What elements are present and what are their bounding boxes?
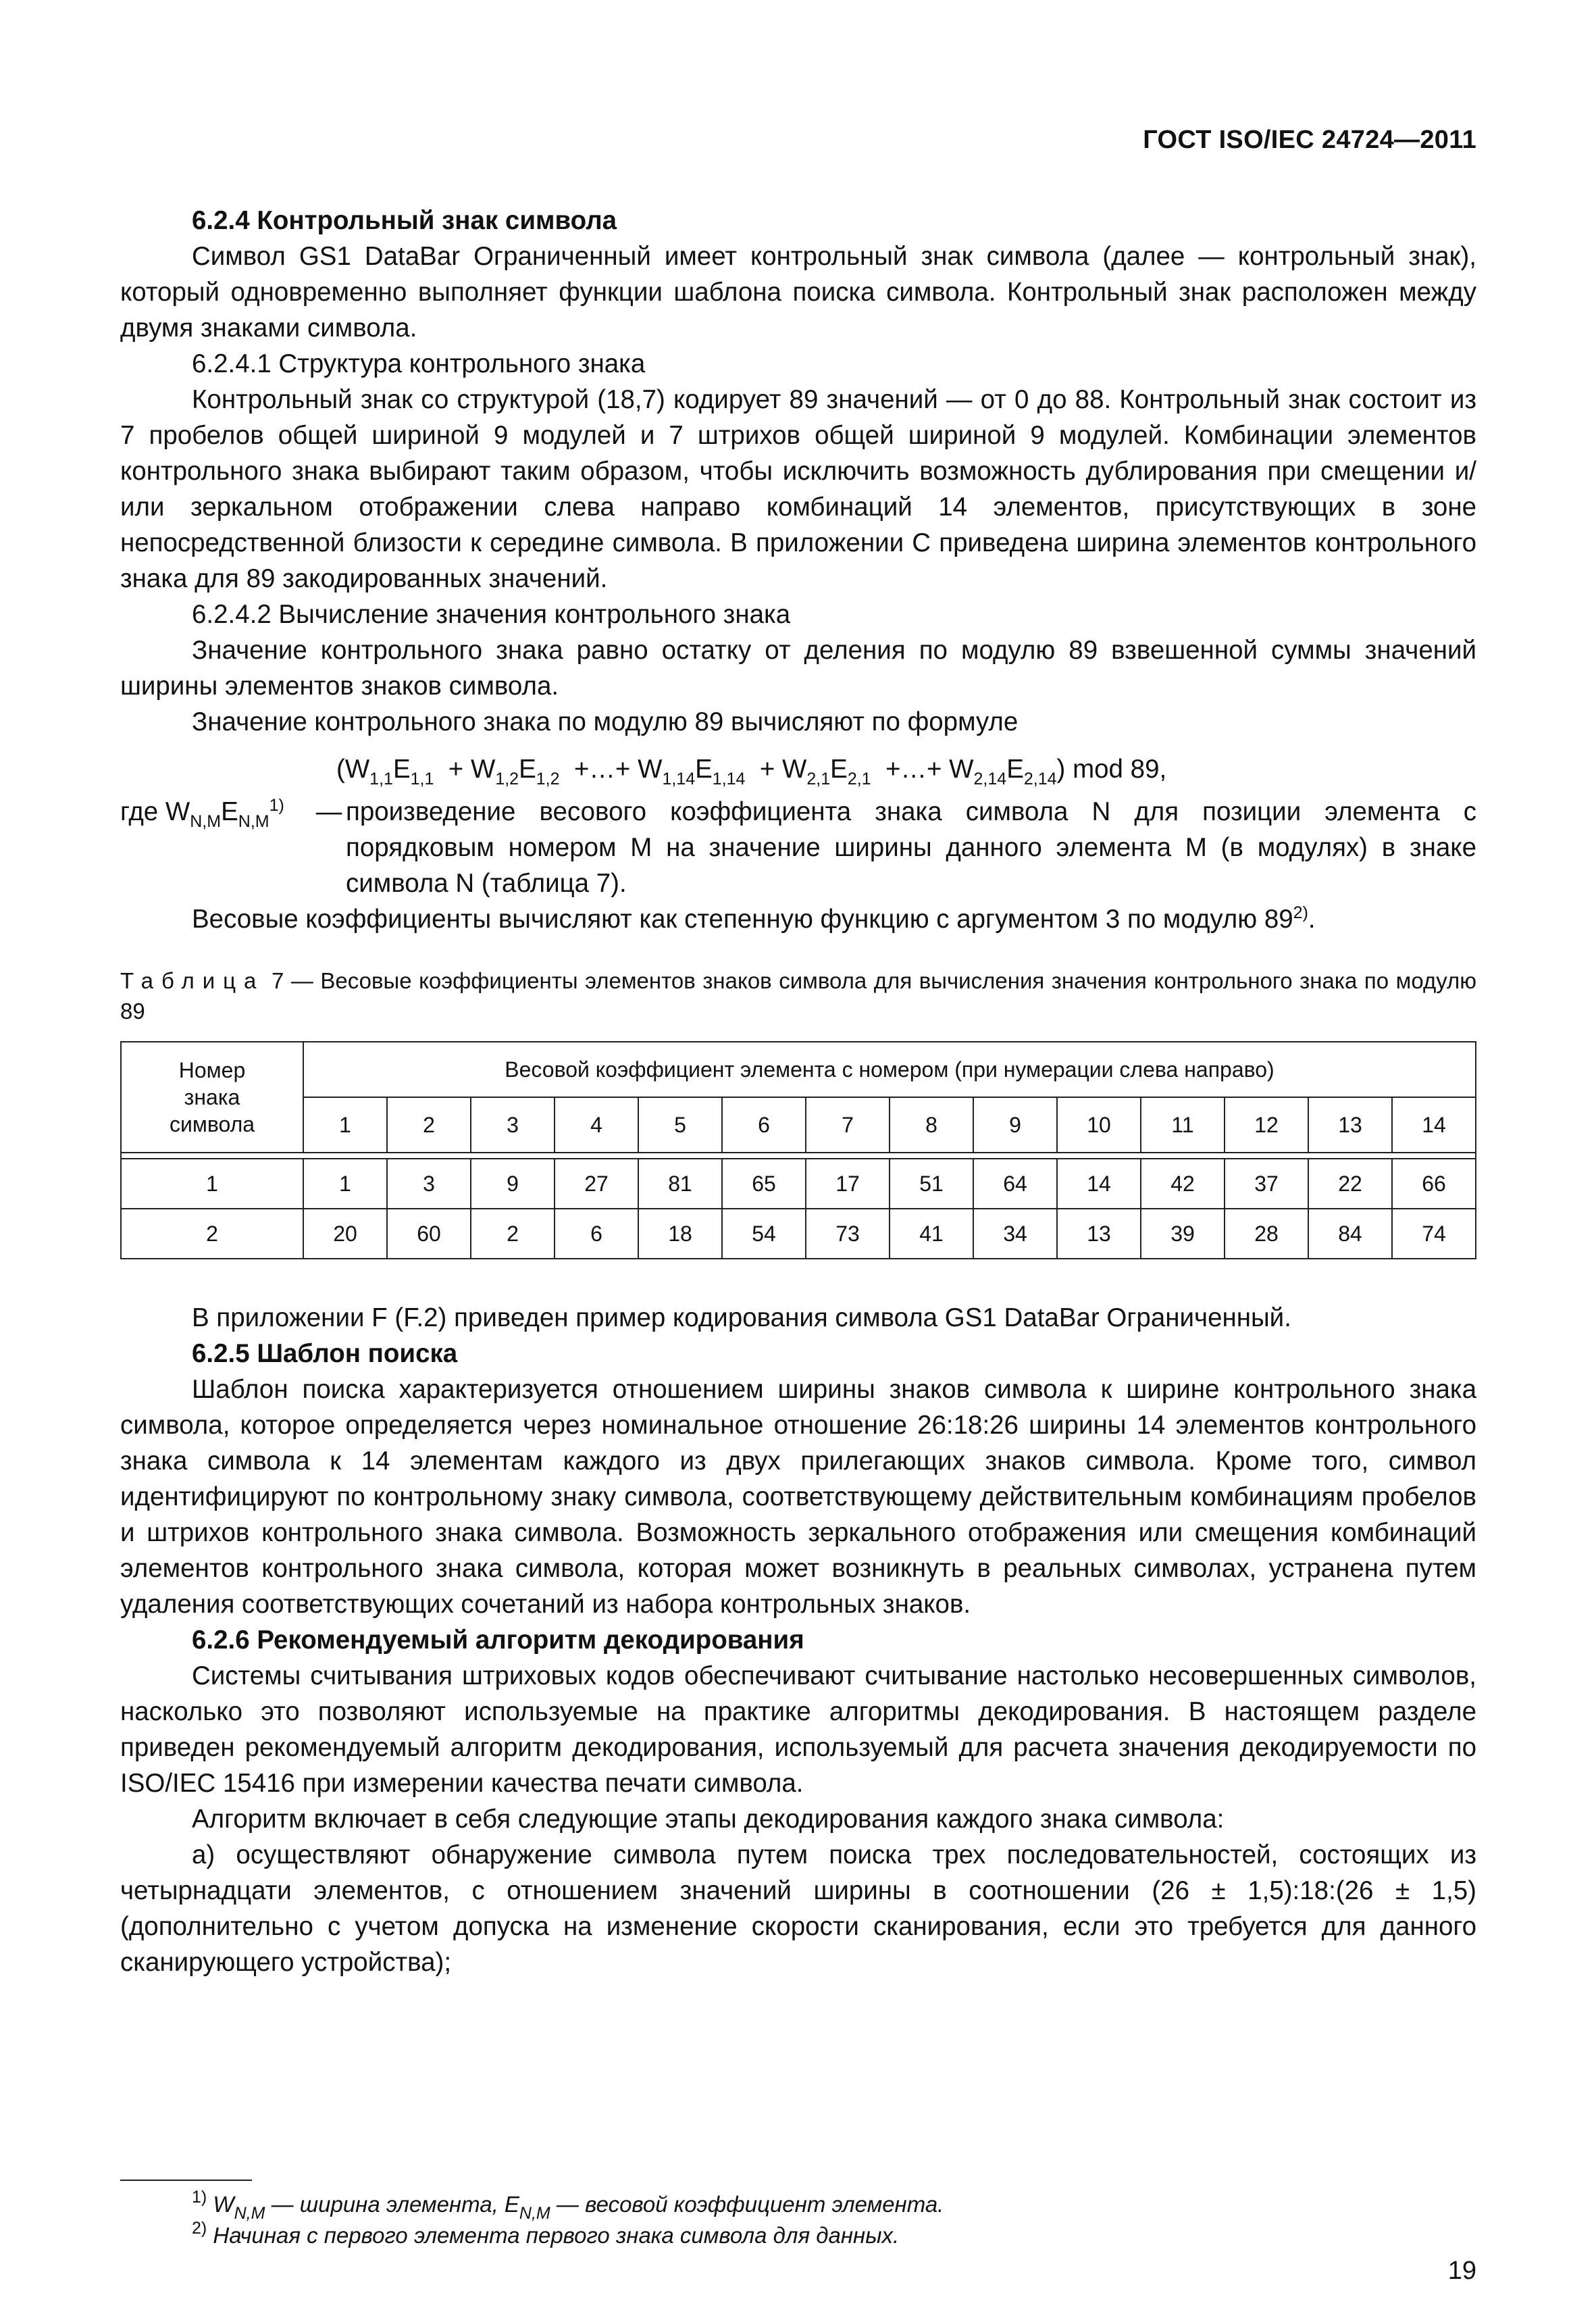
weight-cell: 34 bbox=[973, 1209, 1057, 1259]
section-626-title: 6.2.6 Рекомендуемый алгоритм декодирования bbox=[192, 1626, 804, 1655]
table7 bbox=[120, 1041, 1476, 1259]
element-number-cell: 7 bbox=[806, 1097, 890, 1153]
footnote-1: $^{1)}$ $W_{N,M}$ — ширина элемента, $E_{N,M}$ — весовой коэффициент элемента. bbox=[192, 2188, 944, 2223]
table-separator bbox=[121, 1153, 1476, 1159]
section-625-text: Шаблон поиска характеризуется отношением ширины знаков символа к ширине контрольного знака символа, которое определяется через номинальное отношение 26:18:26 ширины 14 элементов контрольного знака символа к 14 элементам каждого из двух прилегающих знаков символа. Кроме того, символ идентифицируют по контрольному знаку символа, соответствующему действительным комбинациям пробелов и штрихов контрольного знака символа. Возможность зеркального отображения или смещения комбинаций элементов контрольного знака символа, которая может возникнуть в реальных символах, устранена путем удаления соответствующих сочетаний из набора контрольных знаков. bbox=[120, 1375, 1476, 1619]
weight-cell: 73 bbox=[806, 1209, 890, 1259]
weight-cell: 42 bbox=[1141, 1159, 1225, 1209]
char-number-cell: 1 bbox=[121, 1159, 303, 1209]
footnote-2: $^{2)}$ Начиная с первого элемента первого знака символа для данных. bbox=[192, 2219, 900, 2248]
weight-cell: 39 bbox=[1141, 1209, 1225, 1259]
section-6242-title: 6.2.4.2 Вычисление значения контрольного знака bbox=[192, 600, 791, 629]
section-6242-text: Значение контрольного знака равно остатку от деления по модулю 89 взвешенной суммы значений ширины элементов знаков символа. bbox=[120, 636, 1476, 701]
weight-cell: 17 bbox=[806, 1159, 890, 1209]
weights-text: Весовые коэффициенты вычисляют как степенную функцию с аргументом 3 по модулю 89$^{2)}$. bbox=[192, 903, 1316, 934]
col-header-weights: Весовой коэффициент элемента с номером (при нумерации слева направо) bbox=[303, 1042, 1476, 1097]
weight-cell: 37 bbox=[1225, 1159, 1308, 1209]
footnote-rule bbox=[120, 2180, 252, 2181]
section-624-title: 6.2.4 Контрольный знак символа bbox=[192, 206, 617, 235]
weight-cell: 13 bbox=[1057, 1209, 1141, 1259]
page-body bbox=[120, 203, 1476, 1980]
weight-cell: 65 bbox=[722, 1159, 806, 1209]
weight-cell: 60 bbox=[387, 1209, 471, 1259]
weight-cell: 81 bbox=[638, 1159, 722, 1209]
footnotes bbox=[192, 2189, 944, 2251]
weight-cell: 51 bbox=[890, 1159, 973, 1209]
formula-where bbox=[120, 794, 1476, 901]
element-number-cell: 6 bbox=[722, 1097, 806, 1153]
weight-cell: 20 bbox=[303, 1209, 387, 1259]
element-number-cell: 2 bbox=[387, 1097, 471, 1153]
weight-cell: 9 bbox=[471, 1159, 555, 1209]
weight-cell: 2 bbox=[471, 1209, 555, 1259]
section-625-title: 6.2.5 Шаблон поиска bbox=[192, 1339, 458, 1368]
weight-cell: 22 bbox=[1308, 1159, 1392, 1209]
page-number: 19 bbox=[1447, 2257, 1476, 2285]
section-626-text3: а) осуществляют обнаружение символа путем поиска трех последовательностей, состоящих из четырнадцати элементов, с отношением значений ширины в соотношении (26 ± 1,5):18:(26 ± 1,5) (дополнительно с учетом допуска на изменение скорости сканирования, если это требуется для данного сканирующего устройства); bbox=[120, 1840, 1476, 1977]
weight-cell: 41 bbox=[890, 1209, 973, 1259]
element-number-cell: 13 bbox=[1308, 1097, 1392, 1153]
where-symbol: где $W_{N,M}E_{N,M}^{1)}$ bbox=[120, 796, 284, 831]
checksum-formula: ($W_{1,1}E_{1,1} + W_{1,2}E_{1,2}$ +…+ $W_{1,14}E_{1,14} + W_{2,1}E_{2,1}$ +…+ $W_{2,14}E_{2,14}$) mod 89, bbox=[336, 755, 1167, 788]
where-dash: — bbox=[315, 797, 342, 826]
section-626-text1: Системы считывания штриховых кодов обеспечивают считывание настолько несовершенных символов, насколько это позволяют используемые на практике алгоритмы декодирования. В настоящем разделе приведен рекомендуемый алгоритм декодирования, используемый для расчета значения декодируемости по ISO/IEC 15416 при измерении качества печати символа. bbox=[120, 1661, 1476, 1798]
standard-header: ГОСТ ISO/IEC 24724—2011 bbox=[1143, 126, 1476, 154]
weight-cell: 74 bbox=[1392, 1209, 1476, 1259]
col-header-char-number: Номер знака символа bbox=[121, 1042, 303, 1153]
element-number-cell: 4 bbox=[555, 1097, 638, 1153]
weight-cell: 1 bbox=[303, 1159, 387, 1209]
weight-cell: 3 bbox=[387, 1159, 471, 1209]
section-6241-text: Контрольный знак со структурой (18,7) кодирует 89 значений — от 0 до 88. Контрольный знак состоит из 7 пробелов общей шириной 9 модулей и 7 штрихов общей шириной 9 модулей. Комбинации элементов контрольного знака выбирают таким образом, чтобы исключить возможность дублирования при смещении и/или зеркальном отображении слева направо комбинаций 14 элементов, присутствующих в зоне непосредственной близости к середине символа. В приложении С приведена ширина элементов контрольного знака для 89 закодированных значений. bbox=[120, 385, 1476, 593]
weight-cell: 18 bbox=[638, 1209, 722, 1259]
element-number-cell: 11 bbox=[1141, 1097, 1225, 1153]
weight-cell: 54 bbox=[722, 1209, 806, 1259]
element-number-cell: 8 bbox=[890, 1097, 973, 1153]
char-number-cell: 2 bbox=[121, 1209, 303, 1259]
element-number-cell: 9 bbox=[973, 1097, 1057, 1153]
section-624-para: Символ GS1 DataBar Ограниченный имеет контрольный знак символа (далее — контрольный знак), который одновременно выполняет функции шаблона поиска символа. Контрольный знак расположен между двумя знаками символа. bbox=[120, 242, 1476, 343]
weight-cell: 84 bbox=[1308, 1209, 1392, 1259]
where-text: произведение весового коэффициента знака символа N для позиции элемента с порядковым номером M на значение ширины данного элемента M (в модулях) в знаке символа N (таблица 7). bbox=[346, 797, 1476, 898]
weight-cell: 6 bbox=[555, 1209, 638, 1259]
weight-cell: 64 bbox=[973, 1159, 1057, 1209]
element-number-cell: 10 bbox=[1057, 1097, 1141, 1153]
element-number-cell: 12 bbox=[1225, 1097, 1308, 1153]
element-number-cell: 14 bbox=[1392, 1097, 1476, 1153]
formula-mod: mod 89, bbox=[1073, 755, 1167, 784]
table-row bbox=[121, 1209, 1476, 1259]
formula-intro: Значение контрольного знака по модулю 89 вычисляют по формуле bbox=[192, 707, 1019, 736]
after-table-text: В приложении F (F.2) приведен пример кодирования символа GS1 DataBar Ограниченный. bbox=[192, 1303, 1291, 1332]
section-6241-title: 6.2.4.1 Структура контрольного знака bbox=[192, 349, 646, 378]
element-number-cell: 1 bbox=[303, 1097, 387, 1153]
element-number-cell: 3 bbox=[471, 1097, 555, 1153]
element-number-cell: 5 bbox=[638, 1097, 722, 1153]
section-626-text2: Алгоритм включает в себя следующие этапы декодирования каждого знака символа: bbox=[192, 1805, 1225, 1834]
weight-cell: 28 bbox=[1225, 1209, 1308, 1259]
weight-cell: 14 bbox=[1057, 1159, 1141, 1209]
weight-cell: 66 bbox=[1392, 1159, 1476, 1209]
weight-cell: 27 bbox=[555, 1159, 638, 1209]
table-row bbox=[121, 1159, 1476, 1209]
table7-caption: Таблица 7 — Весовые коэффициенты элементов знаков символа для вычисления значения контрольного знака по модулю 89 bbox=[120, 968, 1476, 1024]
